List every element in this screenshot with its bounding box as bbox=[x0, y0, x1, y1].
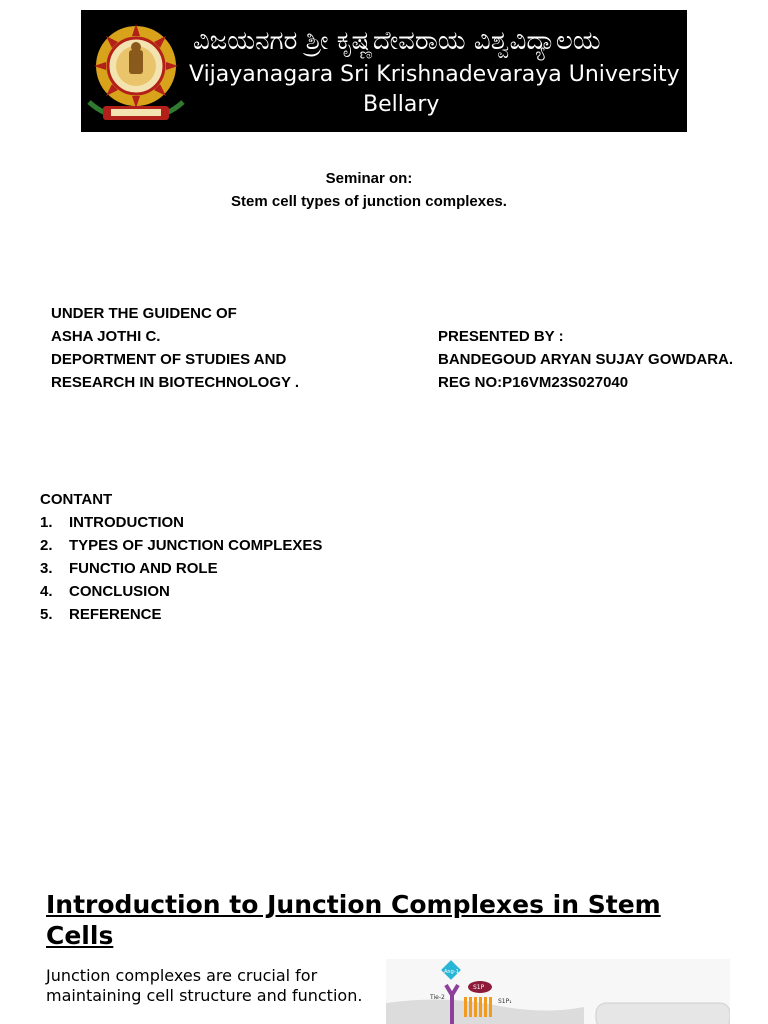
list-item bbox=[40, 603, 322, 626]
list-item bbox=[40, 557, 322, 580]
list-item-label: INTRODUCTION bbox=[69, 514, 184, 531]
university-banner bbox=[81, 10, 687, 132]
figure-label-ang1: Ang-1 bbox=[444, 969, 459, 975]
list-item bbox=[40, 580, 322, 603]
contents-heading: CONTANT bbox=[40, 491, 113, 508]
guide-department: DEPORTMENT OF STUDIES AND bbox=[51, 351, 287, 368]
guide-name: ASHA JOTHI C. bbox=[51, 328, 161, 345]
presenter-label: PRESENTED BY : bbox=[438, 328, 564, 345]
university-name-kannada: ವಿಜಯನಗರ ಶ್ರೀ ಕೃಷ್ಣದೇವರಾಯ ವಿಶ್ವವಿದ್ಯಾಲಯ bbox=[193, 26, 601, 56]
seminar-heading: Seminar on: bbox=[325, 170, 413, 187]
list-item bbox=[40, 511, 322, 534]
guide-line: UNDER THE GUIDENC OF bbox=[51, 305, 237, 322]
intro-title: Introduction to Junction Complexes in Stem Cells bbox=[46, 890, 661, 950]
list-item-number: 1. bbox=[40, 514, 53, 531]
list-item-number: 5. bbox=[40, 606, 53, 623]
junction-figure bbox=[384, 959, 730, 1024]
intro-paragraph: Junction complexes are crucial for maintaining cell structure and function. bbox=[46, 966, 363, 1005]
intro-slide bbox=[0, 885, 768, 1024]
list-item-number: 3. bbox=[40, 560, 53, 577]
university-city: Bellary bbox=[363, 92, 440, 117]
list-item-label: TYPES OF JUNCTION COMPLEXES bbox=[69, 537, 323, 554]
presenter-block bbox=[438, 325, 733, 394]
guide-department-cont: RESEARCH IN BIOTECHNOLOGY . bbox=[51, 374, 300, 391]
seminar-topic: Stem cell types of junction complexes. bbox=[231, 193, 507, 210]
presenter-name: BANDEGOUD ARYAN SUJAY GOWDARA. bbox=[438, 351, 734, 368]
guide-block bbox=[51, 302, 299, 394]
list-item-label: CONCLUSION bbox=[69, 583, 170, 600]
list-item bbox=[40, 534, 322, 557]
university-name-english: Vijayanagara Sri Krishnadevaraya University bbox=[189, 62, 680, 87]
signaling-diagram bbox=[384, 959, 730, 1024]
list-item-label: REFERENCE bbox=[69, 606, 162, 623]
list-item-number: 4. bbox=[40, 583, 53, 600]
contents-list bbox=[40, 488, 322, 626]
figure-label-s1p: S1P bbox=[473, 984, 485, 991]
figure-label-tie2: Tie-2 bbox=[430, 994, 445, 1001]
figure-label-s1p1: S1P₁ bbox=[498, 998, 512, 1005]
presenter-reg-no: REG NO:P16VM23S027040 bbox=[438, 374, 629, 391]
list-item-number: 2. bbox=[40, 537, 53, 554]
list-item-label: FUNCTIO AND ROLE bbox=[69, 560, 218, 577]
